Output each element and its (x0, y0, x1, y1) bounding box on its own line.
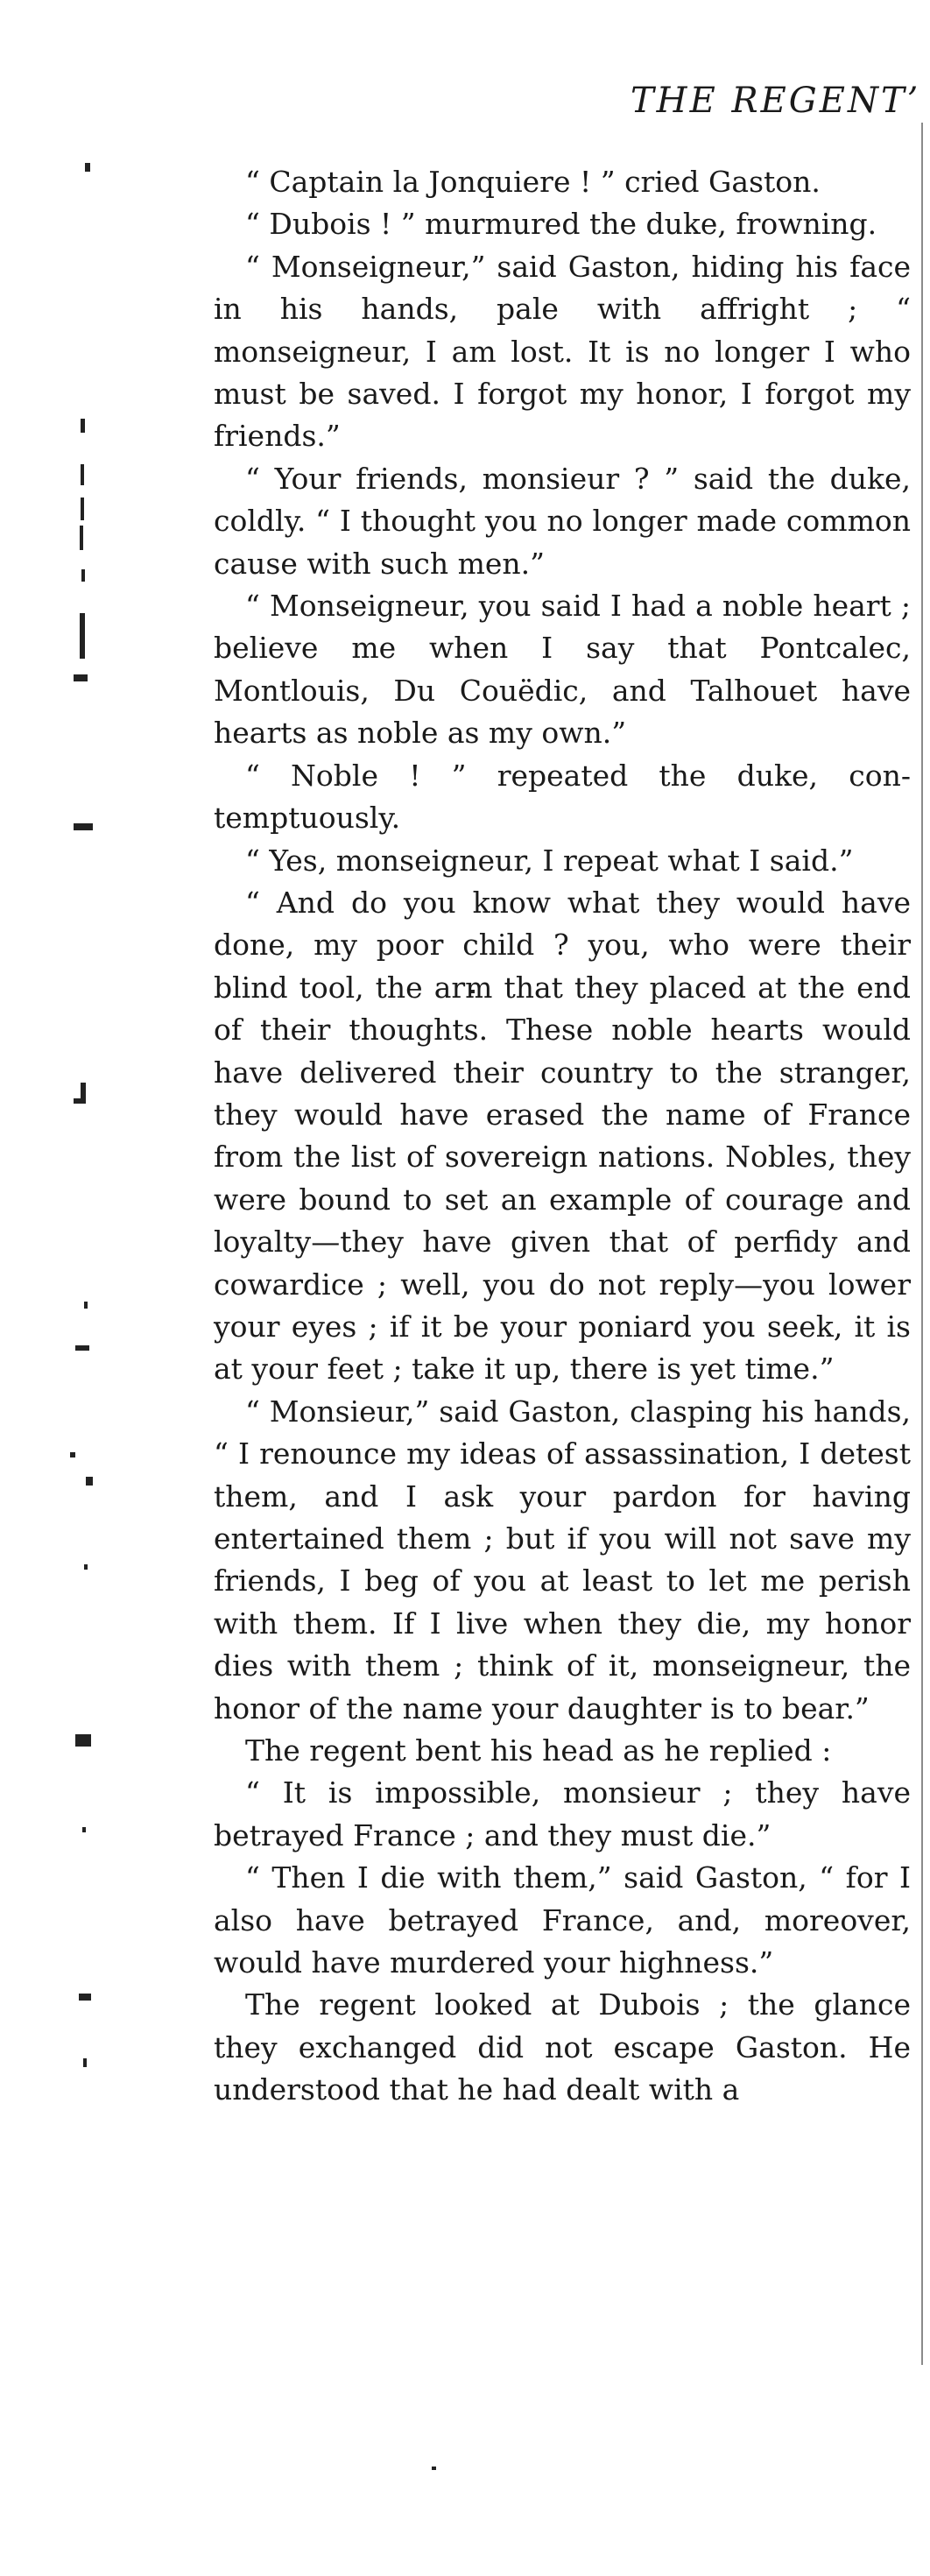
paragraph: The regent bent his head as he replied : (245, 1733, 832, 1768)
paragraph: The regent looked at Dubois ; the glance they exchanged did not escape Gaston. He understood that he had dealt with a (214, 1987, 911, 2107)
paragraph: “ Dubois ! ” murmured the duke, frowning. (245, 207, 877, 242)
paragraph: “ Your friends, monsieur ? ” said the duke, coldly. “ I thought you no longer made common cause with such men.” (214, 461, 911, 581)
speck (74, 1098, 86, 1104)
paragraph: “ It is impossible, monsieur ; they have betrayed France ; and they must die.” (214, 1775, 911, 1853)
paragraph: “ Captain la Jonquiere ! ” cried Gaston. (245, 165, 821, 199)
speck (75, 1345, 89, 1351)
speck (79, 1994, 91, 2001)
paragraph: “ Monseigneur, you said I had a noble heart ; believe me when I say that Pontcalec, Montlouis, Du Couëdic, and Talhouet have hearts as noble as my own.” (214, 589, 911, 751)
paragraph: “ And do you know what they would have done, my poor child ? you, who were their blind tool, the arm that they placed at the end of their thoughts. These noble hearts would have delivered their country to the stranger, they would have erased the name of France from the list of sovereign nations. Nobles, they were bound to set an example of courage and loyalty—they have given that of perfidy and cowardice ; well, you do not reply—you lower your eyes ; if it be your poniard you seek, it is at your feet ; take it up, there is yet time.” (214, 885, 911, 1387)
speck (84, 1564, 88, 1570)
speck (70, 1452, 75, 1457)
speck (81, 569, 85, 582)
body-text (214, 161, 911, 2112)
speck (74, 674, 88, 681)
speck (80, 613, 85, 659)
running-head: THE REGENT’ (631, 81, 921, 121)
speck (432, 2467, 436, 2470)
speck (75, 1734, 91, 1747)
paragraph: “ Monseigneur,” said Gaston, hiding his face in his hands, pale with affright ; “ monseigneur, I am lost. It is no longer I who must be saved. I forgot my honor, I forgot my friends.” (214, 249, 911, 454)
paragraph: “ Monsieur,” said Gaston, clasping his hands, “ I renounce my ideas of assassination, I detest them, and I ask your pardon for having entertained them ; but if you will not save my friends, I beg of you at least to let me perish with them. If I live when they die, my honor dies with them ; think of it, monseigneur, the honor of the name your daughter is to bear.” (214, 1394, 911, 1726)
speck (86, 1477, 93, 1486)
paragraph: “ Then I die with them,” said Gaston, “ for I also have betrayed France, and, moreover, would have murdered your highness.” (214, 1860, 911, 1980)
speck (83, 2058, 87, 2067)
speck (80, 526, 83, 550)
paragraph: “ Yes, monseigneur, I repeat what I said.” (245, 843, 854, 878)
speck (84, 1302, 88, 1309)
speck (81, 498, 84, 520)
speck (81, 464, 84, 485)
speck (82, 1827, 86, 1832)
paragraph: “ Noble ! ” repeated the duke, contemptuously. (214, 758, 911, 836)
speck (74, 823, 93, 830)
speck (81, 419, 85, 433)
speck (85, 163, 90, 172)
